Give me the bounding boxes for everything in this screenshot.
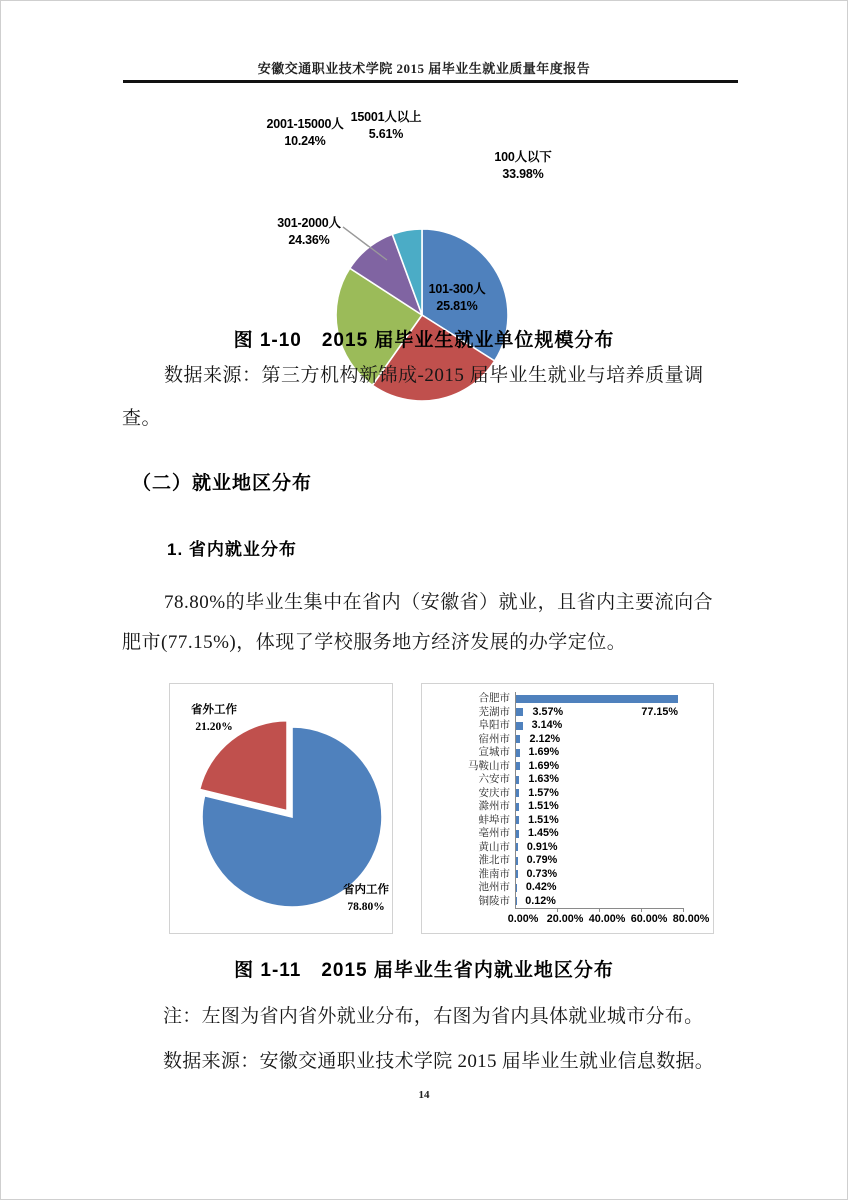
bar-蚌埠市 xyxy=(516,816,519,824)
bar-滁州市 xyxy=(516,803,519,811)
bar-category-label: 芜湖市 xyxy=(478,706,510,718)
paragraph-line2: 肥市(77.15%)，体现了学校服务地方经济发展的办学定位。 xyxy=(122,632,627,653)
bar-阜阳市 xyxy=(516,722,523,730)
pie-label-over15001-name: 15001人以上 xyxy=(350,110,422,124)
bar-value-label: 0.42% xyxy=(525,881,557,893)
fig10-caption: 图 1-10 2015 届毕业生就业单位规模分布 xyxy=(233,330,615,351)
bar-category-label: 池州市 xyxy=(478,882,510,893)
pie-label-over15001 xyxy=(326,109,446,142)
bar-value-label: 1.45% xyxy=(528,827,559,839)
bar-六安市 xyxy=(516,776,519,784)
bar-value-label: 1.51% xyxy=(528,800,559,812)
bar-category-label: 滁州市 xyxy=(478,801,510,812)
bar-category-label: 宣城市 xyxy=(478,747,510,758)
bar-黄山市 xyxy=(516,843,518,851)
pie-label-over15001-value: 5.61% xyxy=(368,126,404,141)
section-subheading: 1. 省内就业分布 xyxy=(167,540,297,559)
bar-value-label: 1.57% xyxy=(528,786,559,799)
pie2-label-outside xyxy=(172,702,256,736)
bar-value-label: 77.15% xyxy=(641,705,678,718)
bar-芜湖市 xyxy=(516,708,523,716)
x-axis-tick xyxy=(683,908,684,912)
pie-label-under100-name: 100人以下 xyxy=(494,150,552,164)
pie-label-under100-value: 33.98% xyxy=(502,166,544,181)
fig10-pie-chart xyxy=(1,101,848,326)
pie-label-301-2000-name: 301-2000人 xyxy=(277,216,341,230)
bar-category-label: 宿州市 xyxy=(478,733,510,745)
bar-value-label: 1.69% xyxy=(528,746,560,758)
bar-value-label: 1.69% xyxy=(528,759,560,772)
x-axis-tick-label: 20.00% xyxy=(546,913,584,925)
pie-label-2001-15000-value: 10.24% xyxy=(284,133,326,148)
bar-category-label: 蚌埠市 xyxy=(478,814,510,826)
x-axis-tick xyxy=(599,908,600,912)
pie-label-2001-15000-name: 2001-15000人 xyxy=(266,117,344,131)
pie2-label-outside-value: 21.20% xyxy=(195,721,233,733)
pie-label-under100 xyxy=(459,149,587,182)
bar-value-label: 3.57% xyxy=(532,705,564,718)
section-heading: （二）就业地区分布 xyxy=(132,473,313,494)
bar-安庆市 xyxy=(516,789,519,797)
pie-label-101-300-value: 25.81% xyxy=(436,298,478,313)
fig10-source-line1: 数据来源：第三方机构新锦成-2015 届毕业生就业与培养质量调 xyxy=(164,365,704,386)
bar-category-label: 马鞍山市 xyxy=(468,760,510,772)
bar-category-label: 铜陵市 xyxy=(478,895,510,907)
bar-value-label: 1.51% xyxy=(528,813,559,826)
bar-category-label: 阜阳市 xyxy=(478,720,510,731)
fig11-left-pie-box xyxy=(169,683,393,934)
x-axis-tick xyxy=(641,908,642,912)
fig11-bar-chart-box xyxy=(421,683,714,934)
bar-亳州市 xyxy=(516,830,519,838)
pie-label-101-300-name: 101-300人 xyxy=(428,282,486,296)
bar-value-label: 1.63% xyxy=(528,773,560,785)
bar-淮南市 xyxy=(516,870,518,878)
x-axis-tick-label: 40.00% xyxy=(588,913,626,925)
pie2-label-inside xyxy=(320,882,412,916)
bar-value-label: 0.12% xyxy=(525,894,556,907)
pie2-label-inside-name: 省内工作 xyxy=(343,884,389,896)
bar-马鞍山市 xyxy=(516,762,520,770)
bar-value-label: 0.73% xyxy=(526,867,558,880)
bar-category-label: 安庆市 xyxy=(478,787,510,799)
bar-淮北市 xyxy=(516,857,518,865)
bar-category-label: 亳州市 xyxy=(478,828,510,839)
pie2-label-inside-value: 78.80% xyxy=(347,901,385,913)
pie-label-301-2000-value: 24.36% xyxy=(288,232,330,247)
bar-宣城市 xyxy=(516,749,520,757)
pie-label-101-300 xyxy=(393,281,521,314)
fig11-note: 注：左图为省内省外就业分布，右图为省内具体就业城市分布。 xyxy=(163,1006,704,1027)
bar-合肥市 xyxy=(516,695,678,703)
bar-category-label: 淮北市 xyxy=(478,855,510,866)
city-bar-chart xyxy=(422,684,715,935)
bar-category-label: 六安市 xyxy=(478,774,510,785)
pie-label-301-2000 xyxy=(245,215,373,248)
bar-value-label: 3.14% xyxy=(531,719,563,731)
fig11-caption: 图 1-11 2015 届毕业生省内就业地区分布 xyxy=(234,960,614,981)
x-axis-tick-label: 80.00% xyxy=(672,913,710,925)
x-axis-tick-label: 60.00% xyxy=(630,913,668,925)
bar-value-label: 0.79% xyxy=(526,854,558,866)
bar-value-label: 0.91% xyxy=(526,840,558,853)
x-axis-tick xyxy=(557,908,558,912)
bar-宿州市 xyxy=(516,735,520,743)
bar-category-label: 淮南市 xyxy=(478,868,510,880)
header-divider xyxy=(123,80,738,83)
bar-category-label: 合肥市 xyxy=(478,693,510,704)
bar-池州市 xyxy=(516,884,517,892)
fig10-source-line2: 查。 xyxy=(122,408,162,429)
page-number: 14 xyxy=(418,1089,430,1101)
bar-category-label: 黄山市 xyxy=(478,841,510,853)
page-header-title: 安徽交通职业技术学院 2015 届毕业生就业质量年度报告 xyxy=(257,61,591,76)
bar-value-label: 2.12% xyxy=(529,732,561,745)
pie2-label-outside-name: 省外工作 xyxy=(191,704,237,716)
x-axis-tick-label: 0.00% xyxy=(507,913,539,925)
paragraph-line1: 78.80%的毕业生集中在省内（安徽省）就业，且省内主要流向合 xyxy=(164,592,714,613)
fig11-source: 数据来源：安徽交通职业技术学院 2015 届毕业生就业信息数据。 xyxy=(163,1051,715,1072)
